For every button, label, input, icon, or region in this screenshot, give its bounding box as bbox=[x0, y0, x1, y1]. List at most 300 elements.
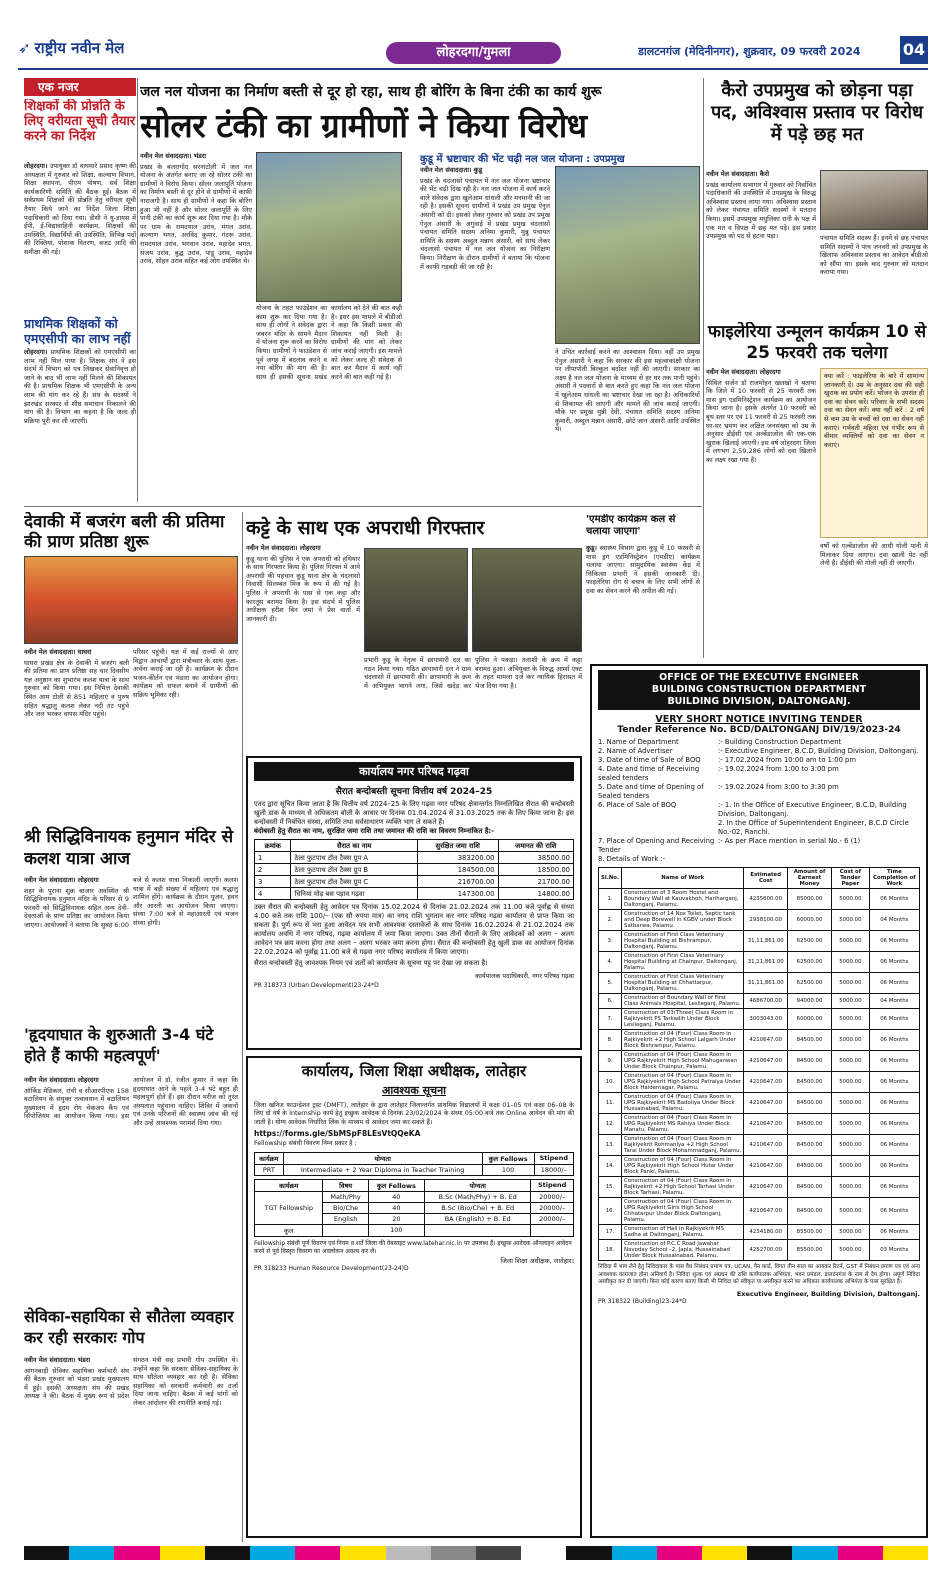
table-cell: English bbox=[323, 1213, 368, 1224]
color-swatch bbox=[612, 1546, 657, 1560]
article-text: उपायुक्त डॉ वाघमारे प्रसाद कृष्ण की अध्यक्षता में गुरुवार को शिक्षा, कल्याण विभाग, शिक्षा स्थापना, पीएम पोषण, सर्व शिक्षा कार्यकारिणी समिति की बैठक हुई। बैठक में सर्वप्रथम शिक्षकों की प्रोन्नति हेतु वरीयता सूची तैयार किये जाने का निर्देश जिला शिक्षा पदाधिकारी को दिया गया। डीसी ने यू-डायस में ईपी, ई-विद्यावाहिनी कार्यक्रम, शिक्षकों की उपस्थिति, विद्यार्थियों की उपस्थिति, विभिन्न पदों की रिक्तियां, पोशाक वितरण, बजट आदि की समीक्षा की गई। bbox=[24, 162, 136, 256]
table-row bbox=[599, 994, 920, 1009]
table-cell: 21700.00 bbox=[498, 876, 574, 888]
article-text: प्रखंड के चंदलासो पंचायत में नल जल योजना भ्रष्टाचार की भेंट चढ़ी दिख रही है। नल जल योजना में कार्य करने वाले संवेदक द्वारा खुलेआम धांधली और मनमानी की जा रही है। इसकी सूचना ग्रामीणों ने प्रखंड उप प्रमुख ऐनुल अंसारी को दी। इसको लेकर गुरुवार को प्रखंड उप प्रमुख ऐनुल अंसारी के अगुवाई में प्रखंड प्रमुख चंदलासो पंचायत समिति सदस्य अनिमा कुमारी, मुन्नु पंचायत समिति के सदस्य अब्दुल मन्नान अंसारी, को साथ लेकर चंदलासो पंचायत में नल जल योजना का निरीक्षण किया। निरीक्षण के दौरान ग्रामीणों ने बताया कि योजना में काफी गड़बड़ी की जा रही है। bbox=[420, 176, 550, 271]
devaki-headline: देवाकी में बजरंग बली की प्रतिमा की प्राण प्रतिष्ठा शुरू bbox=[24, 512, 225, 552]
table-row bbox=[599, 910, 920, 931]
table-header: योग्यता bbox=[425, 1179, 531, 1191]
table-header: Estimated Cost bbox=[744, 868, 788, 889]
table-cell: 84500.00 bbox=[787, 1177, 831, 1198]
table-cell: Construction of P.C.C Road Jawahar Navoday School –2, Japla, Hussainabad Under Block Hussainabad, Palamu. bbox=[622, 1240, 744, 1261]
nagar-parishad-ad bbox=[246, 756, 582, 1050]
table-cell: 10. bbox=[599, 1072, 622, 1093]
table-cell: 18000/– bbox=[534, 1164, 573, 1175]
table-cell: 20000/– bbox=[531, 1213, 574, 1224]
mda-headline: 'एमडीए कार्यक्रम कल से चलाया जाएगा' bbox=[586, 514, 676, 537]
table-cell: 5000.00 bbox=[832, 1240, 870, 1261]
table-cell: 04 Months bbox=[869, 910, 919, 931]
table-cell: 8. bbox=[599, 1030, 622, 1051]
table-cell: 16. bbox=[599, 1198, 622, 1225]
table-cell: Construction of Hall in Rajkiyekrit MS Sadha at Daltonganj, Palamu. bbox=[622, 1225, 744, 1240]
kudu-subheadline: कुडू में भ्रष्टाचार की भेंट चढ़ी नल जल योजना : उपप्रमुख bbox=[420, 154, 625, 165]
table-cell: 5000.00 bbox=[832, 1030, 870, 1051]
ad-reference: PR 318373 (Urban Development)23-24*D bbox=[254, 982, 379, 989]
table-row bbox=[599, 952, 920, 973]
table-cell: 5000.00 bbox=[832, 952, 870, 973]
color-swatch bbox=[702, 1546, 747, 1560]
solar-tank-photo bbox=[256, 152, 402, 302]
table-cell: 4210647.00 bbox=[744, 1135, 788, 1156]
table-row bbox=[599, 889, 920, 910]
ad-signature: जिला शिक्षा अधीक्षक, लातेहार। bbox=[500, 1256, 574, 1265]
ad-signature: कार्यपालक पदाधिकारी, नगर परिषद गढ़वा bbox=[475, 972, 574, 980]
solar-headline: सोलर टंकी का ग्रामीणों ने किया विरोध bbox=[140, 106, 587, 145]
filaria-article bbox=[706, 368, 816, 654]
ad-reference: PR 318233 Human Resource Development(23-24)D bbox=[254, 1264, 409, 1272]
table-header: विषय bbox=[323, 1179, 368, 1191]
table-header: Stipend bbox=[531, 1179, 574, 1191]
print-color-bar bbox=[24, 1546, 928, 1560]
table-cell: TGT Fellowship bbox=[255, 1191, 323, 1224]
table-row bbox=[599, 1072, 920, 1093]
filaria-dos-donts-box: क्या करें : फाइलेरिया के बारे में सामान्य जानकारी दें। उम्र के अनुसार दवा की सही खुराक का प्रयोग करें। भोजन के उपरांत ही दवा का सेवन करें। परिवार के सभी सदस्य दवा का सेवन करें। क्या नहीं करें : 2 वर्ष से कम उम्र के बच्चों को दवा का सेवन नहीं कराएं। गर्भवती महिला एवं गंभीर रूप से बीमार व्यक्तियों को दवा का सेवन न कराएं। bbox=[820, 368, 928, 538]
article-text: आंगनबाड़ी सेविका सहायिका कर्मचारी संघ की बैठक गुरुवार को भंडरा प्रखंड मुख्यालय में हुई। इसकी अध्यक्षता संघ की प्रखंड अध्यक्ष ने की। बैठक में मुख्य रूप से प्रदेश संगठन मंत्री सह प्रभारी गोप उपस्थित थे। उन्होंने कहा कि सरकार सेविका-सहायिका के साथ सौतेला व्यवहार कर रही है। सेविका सहायिका को सरकारी कर्मचारी का दर्जा दिया जाना चाहिए। बैठक में कई मांगों को लेकर आंदोलन की रणनीति बनाई गई। bbox=[24, 1356, 238, 1407]
devaki-article-continued: परिसर पहुंची। यज्ञ में कई राज्यों से आए विद्वान आचार्यों द्वारा मंत्रोच्चार के साथ पूजा-अर्चना कराई जा रही है। कार्यक्रम के दौरान भजन-कीर्तन एवं भंडारा का आयोजन होगा। कार्यक्रम को सफल बनाने में ग्रामीणों की सक्रिय भूमिका रही। bbox=[133, 648, 238, 699]
newspaper-brand bbox=[18, 38, 124, 58]
table-header: Amount of Earnest Money bbox=[787, 868, 831, 889]
table-cell: 2 bbox=[255, 864, 291, 876]
byline: लोहरदगा। bbox=[24, 162, 48, 170]
table-cell: 5000.00 bbox=[832, 1156, 870, 1177]
ad-subtitle: आवश्यक सूचना bbox=[381, 1084, 447, 1097]
table-cell: 85000.00 bbox=[787, 889, 831, 910]
table-cell: 31,11,861.00 bbox=[744, 973, 788, 994]
promotion-article bbox=[24, 162, 136, 314]
table-header: Time Completion of Work bbox=[869, 868, 919, 889]
table-row bbox=[599, 1051, 920, 1072]
table-cell: Construction of 03(Three) Class Room in Rajkiyekrit PS Tarkadih Under Block Leslieganj, Palamu. bbox=[622, 1009, 744, 1030]
tender-title: VERY SHORT NOTICE INVITING TENDER bbox=[655, 714, 863, 725]
table-cell: 40 bbox=[368, 1191, 424, 1202]
table-cell: 60000.00 bbox=[787, 910, 831, 931]
filaria-article-continued: वर्षों को एल्बेंडाजोल की आधी गोली पानी में मिलाकर दिया जाएगा। दवा खाली पेट नहीं लेनी है। डीईसी की गोली नहीं दी जाएगी। bbox=[820, 542, 928, 568]
color-swatch bbox=[24, 1546, 69, 1560]
filaria-headline: फाइलेरिया उन्मूलन कार्यक्रम 10 से 25 फरवरी तक चलेगा bbox=[707, 322, 927, 363]
table-cell: PRT bbox=[255, 1164, 284, 1175]
table-cell: 100 bbox=[482, 1164, 534, 1175]
ad-subtitle: सैरात बन्दोबस्ती सूचना वित्तीय वर्ष 2024–25 bbox=[335, 787, 493, 797]
table-cell: Construction of First Class Veterinary Hospital Building at Chainpur, Daltonganj, Palamu. bbox=[622, 952, 744, 973]
bird-logo-icon: ➶ bbox=[18, 39, 31, 57]
table-cell: Construction of First Class Veterinary Hospital Building at Chhattarpur, Daltonganj, Palamu. bbox=[622, 973, 744, 994]
article-text: प्राथमिक शिक्षकों को एमएसीपी का लाभ नहीं मिल पाया है। शिक्षक संघ ने इस संदर्भ में विभाग को पत्र लिखकर सेवानिवृत्त हो जाने के बाद भी लाभ नहीं मिलने की शिकायत की है। प्राथमिक शिक्षक भी एमएसीपी के अन्य लाभ की मांग कर रहे हैं। संघ के सदस्यों ने झारखंड सरकार से शीघ्र समाधान निकालने की मांग की है। विभाग का कहना है कि जल्द ही प्रक्रिया पूरी कर ली जाएगी। bbox=[24, 348, 136, 425]
byline: नवीन मेल संवाददाता। भंडरा bbox=[140, 152, 207, 160]
detail-value: :- Executive Engineer, B.C.D, Building Division, Daltonganj. bbox=[718, 747, 919, 755]
detail-value: 2. In the Office of Superintendent Engineer, B.C.D Circle No.-02, Ranchi. bbox=[718, 819, 909, 836]
byline: नवीन मेल संवाददाता। कुडू bbox=[420, 166, 483, 174]
department-name: BUILDING CONSTRUCTION DEPARTMENT bbox=[651, 684, 867, 695]
kairo-article bbox=[706, 170, 816, 312]
kairo-headline: कैरो उपप्रमुख को छोड़ना पड़ा पद, अविश्वास प्रस्ताव पर विरोध में पड़े छह मत bbox=[710, 80, 924, 145]
promotion-headline: शिक्षकों की प्रोन्नति के लिए वरीयता सूची तैयार करने का निर्देश bbox=[24, 99, 136, 144]
table-cell: 5000.00 bbox=[832, 931, 870, 952]
color-swatch bbox=[657, 1546, 702, 1560]
table-row bbox=[599, 1135, 920, 1156]
table-cell: Construction of 04 (Four) Class Room in UPG Rajkiyekrit High School Hutar Under Block Panki, Palamu. bbox=[622, 1156, 744, 1177]
table-row bbox=[255, 1191, 574, 1202]
table-cell: 4234180.00 bbox=[744, 1225, 788, 1240]
table-cell: 4 bbox=[255, 888, 291, 900]
ad-footnote: Fellowship संबंधी पूर्ण विवरण एवं नियम व शर्तें जिला की वेबसाइट www.latehar.nic.in पर उपलब्ध हैं। इच्छुक आवेदक ऑनलाइन आवेदन करने से पूर्व विस्तृत विवरण का अवलोकन अवश्य कर लें। bbox=[254, 1239, 572, 1255]
table-cell: 5000.00 bbox=[832, 1198, 870, 1225]
police-officer-photo bbox=[472, 548, 582, 652]
table-cell: 100 bbox=[368, 1224, 424, 1236]
table-cell: 5000.00 bbox=[832, 1135, 870, 1156]
prt-fellowship-table bbox=[254, 1152, 574, 1176]
table-cell: 85500.00 bbox=[787, 1225, 831, 1240]
table-cell: Construction of 04 (Four) Class Room in Rajkiyekrit +2 High School Tarhasi Under Block Tarhasi, Palamu. bbox=[622, 1177, 744, 1198]
detail-label: 7. Place of Opening and Receiving Tender bbox=[598, 837, 715, 854]
detail-value: :- 17.02.2024 from 10:00 am to 1:00 pm bbox=[718, 756, 856, 764]
table-cell: 13. bbox=[599, 1135, 622, 1156]
table-cell: 06 Months bbox=[869, 1156, 919, 1177]
katta-headline: कट्टे के साथ एक अपराधी गिरफ्तार bbox=[246, 517, 485, 539]
table-cell: 9. bbox=[599, 1051, 622, 1072]
table-cell: 62500.00 bbox=[787, 952, 831, 973]
table-row bbox=[599, 973, 920, 994]
page-number: 04 bbox=[900, 36, 928, 64]
detail-label: 6. Place of Sale of BOQ bbox=[598, 801, 677, 809]
color-swatch bbox=[205, 1546, 250, 1560]
table-cell: Construction of 14 Nos Toilet, Septic tank and Deep Borewell in KGBV under Block Satbarwa, Palamu. bbox=[622, 910, 744, 931]
column-divider bbox=[137, 78, 138, 502]
byline: लोहरदगा। bbox=[24, 348, 48, 356]
table-cell: 4210647.00 bbox=[744, 1051, 788, 1072]
table-header: Stipend bbox=[534, 1152, 573, 1164]
tender-terms: निविदा में भाग लेने हेतु निविदाकार के पास वैध निबंधन प्रमाण पत्र, UCAN, पैन कार्ड, विगत तीन साल का आयकर रिटर्न, GST में निबंधन प्रमाण पत्र एवं अन्य आवश्यक कागजात होना अनिवार्य है। निविदा शुल्क एवं अग्रधन की राशि कार्यपालक अभियंता, भवन प्रमंडल, डालटनगंज के नाम से देय होगा। अपूर्ण निविदा अस्वीकृत कर दी जाएगी। बिना कोई कारण बताए किसी भी निविदा को स्वीकृत या अस्वीकृत करने का अधिकार कार्यपालक अभियंता के पास सुरक्षित है। bbox=[598, 1264, 920, 1286]
ad-paragraph: सैरात बन्दोबस्ती हेतु आवश्यक नियम एवं शर्तों को कार्यालय के सूचना पट्ट पर देखा जा सकता है। bbox=[254, 959, 488, 967]
tgt-fellowship-table bbox=[254, 1179, 574, 1237]
table-cell: 1. bbox=[599, 889, 622, 910]
table-row bbox=[255, 1224, 574, 1236]
tender-reference: Tender Reference No. BCD/DALTONGANJ DIV/19/2023-24 bbox=[617, 725, 901, 735]
table-cell: Intermediate + 2 Year Diploma in Teacher Training bbox=[283, 1164, 482, 1175]
ek-nazar-tag: एक नजर bbox=[24, 78, 136, 96]
table-row bbox=[255, 852, 574, 864]
tender-detail-row bbox=[598, 765, 920, 783]
sevika-headline: सेविका-सहायिका से सौतेला व्यवहार कर रही सरकारः गोप bbox=[24, 1307, 234, 1347]
byline: नवीन मेल संवाददाता। कैरो bbox=[706, 170, 770, 178]
byline: नवीन मेल संवाददाता। घाघरा bbox=[24, 648, 92, 656]
water-tower-photo bbox=[555, 166, 700, 344]
macp-headline: प्राथमिक शिक्षकों को एमएसीपी का लाभ नहीं bbox=[24, 316, 131, 346]
table-cell: 17. bbox=[599, 1225, 622, 1240]
color-swatch bbox=[521, 1546, 566, 1560]
table-cell: 60000.00 bbox=[787, 1009, 831, 1030]
table-cell: 15. bbox=[599, 1177, 622, 1198]
table-cell: 184500.00 bbox=[417, 864, 498, 876]
byline: नवीन मेल संवाददाता। लोहरदगा bbox=[24, 1076, 99, 1084]
column-divider bbox=[242, 512, 243, 1542]
color-swatch bbox=[160, 1546, 205, 1560]
table-cell: 4252700.00 bbox=[744, 1240, 788, 1261]
education-office-ad bbox=[246, 1056, 582, 1538]
table-cell: 94000.00 bbox=[787, 994, 831, 1009]
kalash-yatra-photo bbox=[24, 556, 238, 644]
table-cell: 216700.00 bbox=[417, 876, 498, 888]
detail-value: :- As per Place mention in serial No.- 6 (1) bbox=[718, 837, 861, 845]
detail-label: 1. Name of Department bbox=[598, 738, 679, 746]
tender-detail-row bbox=[598, 855, 920, 864]
table-cell: धिनियां मोड़ बस पड़ाव गढ़वा bbox=[291, 888, 417, 900]
article-text: शहर के पुराना शुक्र बाजार अवस्थित श्री सिद्धिविनायक हनुमान मंदिर के परिसर से 9 फरवरी को सिद्धिविनायक सहित अन्य देवी-देवताओं के प्राण प्रतिष्ठा का आयोजन किया जाएगा। आयोजकों ने बताया कि सुबह 6:00 बजे से कलश यात्रा निकाली जाएगी। कलश यात्रा में बड़ी संख्या में महिलाएं एवं श्रद्धालु शामिल होंगे। कार्यक्रम के दौरान पूजन, हवन और आरती का आयोजन किया जाएगा। संध्या 7:00 बजे से महाआरती एवं भजन संध्या होगी। bbox=[24, 876, 238, 929]
siddhivinayak-headline: श्री सिद्धिविनायक हनुमान मंदिर से कलश यात्रा आज bbox=[24, 827, 234, 869]
table-row bbox=[599, 1225, 920, 1240]
brand-name: राष्ट्रीय नवीन मेल bbox=[34, 39, 125, 57]
table-cell: 5. bbox=[599, 973, 622, 994]
color-swatch bbox=[838, 1546, 883, 1560]
table-cell: ठेला फुटपाथ टॉल टैक्स ग्रुप B bbox=[291, 864, 417, 876]
table-cell: 4210647.00 bbox=[744, 1072, 788, 1093]
table-cell: 06 Months bbox=[869, 973, 919, 994]
division-name: BUILDING DIVISION, DALTONGANJ. bbox=[667, 696, 851, 707]
solar-article-continued: योजना के तहत फाउंडेशन का काम शुरू कर दिया गया है। साथ ही लोगों ने संवेदक द्वारा जबरन मंदिर के सामने मैदान में योजना शुरू करने का विरोध किया। ग्रामीणों ने फाउंडेशन से पूर्व जगह में बदलाव करने व नया बोरिंग की मांग की है। साथ ही इसकी सूचना प्रखंड कार्यालय को देने की बात कही है। इधर इस मामले में बीडीओ ने कहा कि किसी प्रकार की शिकायत नहीं मिली है। ग्रामीणों की मांग को लेकर जांच कराई जाएगी। इस मामले को लेकर जल्द ही संवेदक से बात कर मैदान में कार्य नहीं करने की बात कही गई है। bbox=[256, 304, 402, 381]
byline: नवीन मेल संवाददाता। लोहरदगा bbox=[246, 544, 321, 552]
color-swatch bbox=[747, 1546, 792, 1560]
table-cell: Construction of 04 (Four) Class Room in Rajkiyekrit +2 High School Lalgarh Under Block Bishrampur, Palamu. bbox=[622, 1030, 744, 1051]
color-swatch bbox=[431, 1546, 476, 1560]
ad-title: कार्यालय, जिला शिक्षा अधीक्षक, लातेहार bbox=[301, 1062, 527, 1080]
article-text: प्रखंड कार्यालय सभागार में गुरुवार को निर्वाचित पदाधिकारी की उपस्थिति में उपप्रमुख के विरुद्ध अविश्वास प्रस्ताव लाया गया। अविश्वास प्रस्ताव को लेकर पंचायत समिति सदस्यों ने मतदान किया। इसमें उपप्रमुख मधुलिका रानी के पक्ष में एक मत व विपक्ष में छह मत पड़े। इस प्रकार उपप्रमुख को पद से हटना पड़ा। bbox=[706, 180, 816, 241]
table-cell: 4. bbox=[599, 952, 622, 973]
table-cell: Construction of 04 (Four) Class Room in Rajkiyekrit Rohmaniya +2 High School Tarai Under Block Mohammadganj, Palamu. bbox=[622, 1135, 744, 1156]
table-cell: 06 Months bbox=[869, 1114, 919, 1135]
table-cell: 62500.00 bbox=[787, 931, 831, 952]
table-row bbox=[599, 1114, 920, 1135]
article-text: ऑर्किड मेडिकल, रांची व सीआरपीएफ 158 बटालियन के संयुक्त तत्वावधान में बटालियन मुख्यालय में हृदय रोग चेकअप कैंप एवं सिंपोजियम का आयोजन किया गया। इस आयोजन में डॉ. रंजीत कुमार ने कहा कि हृदयाघात आने के पहले 3-4 घंटे बहुत ही महत्वपूर्ण होते हैं। इस दौरान मरीज को तुरंत अस्पताल पहुंचाना चाहिए। शिविर में जवानों एवं उनके परिजनों की स्वास्थ्य जांच की गई और उन्हें आवश्यक परामर्श दिया गया। bbox=[24, 1076, 238, 1127]
table-row bbox=[255, 888, 574, 900]
heart-attack-article bbox=[24, 1076, 238, 1298]
tender-detail-row bbox=[598, 756, 920, 765]
tender-detail-row bbox=[598, 837, 920, 855]
table-cell: 84500.00 bbox=[787, 1051, 831, 1072]
table-cell: 14. bbox=[599, 1156, 622, 1177]
table-cell: Bio/Che bbox=[323, 1202, 368, 1213]
table-cell: 4210647.00 bbox=[744, 1030, 788, 1051]
table-row bbox=[599, 931, 920, 952]
color-swatch bbox=[883, 1546, 928, 1560]
table-cell: 12. bbox=[599, 1114, 622, 1135]
heart-attack-headline: 'हृदयाघात के शुरुआती 3-4 घंटे होते हैं काफी महत्वपूर्ण' bbox=[24, 1025, 214, 1065]
table-row bbox=[599, 1030, 920, 1051]
table-cell: 84500.00 bbox=[787, 1198, 831, 1225]
table-cell: 06 Months bbox=[869, 1135, 919, 1156]
table-cell: 31,11,861.00 bbox=[744, 952, 788, 973]
ad-paragraph: उक्त सैरात की बन्दोबस्ती हेतु आवेदन पत्र दिनांक 15.02.2024 से दिनांक 21.02.2024 तक 11.00 बजे पूर्वाह्न से संध्या 4.00 बजे तक राशि 100/– (एक सौ रुपया मात्र) का नगद राशि भुगतान कर नगर परिषद गढ़वा कार्यालय से प्राप्त किया जा सकता है। पूर्ण रूप से भरा हुआ आवेदन पत्र सभी आवश्यक दस्तावेजों के साथ दिनांक 16.02.2024 से 21.02.2024 तक कार्यालय अवधि में नगर परिषद, गढ़वा कार्यालय में जमा किया जाएगा। उक्त तीनों सैरातों के लिए आवेदकों को अलग – अलग आवेदन पत्र क्रय करना होगा तथा अलग – अलग भरकर जमा करना होगा। सैरात की बन्दोबस्ती हेतु खुली डाक का आयोजन दिनांक 22.02.2024 को पूर्वाह्न 11.00 बजे से गढ़वा नगर परिषद कार्यालय में किया जाएगा। bbox=[254, 903, 574, 956]
table-cell: 84500.00 bbox=[787, 1156, 831, 1177]
table-cell: 84500.00 bbox=[787, 1135, 831, 1156]
table-cell: 5000.00 bbox=[832, 1093, 870, 1114]
table-cell: Construction of 04 (Four) Class Room in UPG Rajkiyekrit High School Patraiya Under Block Haidernagar, Palamu. bbox=[622, 1072, 744, 1093]
kudu-article-continued: ने उचित कार्रवाई करने का आश्वासन दिया। वहीं उप प्रमुख ऐनुल अंसारी ने कहा कि सरकार की इस महत्वाकांक्षी योजना पर लीपापोती बिल्कुल बर्दाश्त नहीं की जाएगी। सरकार का लक्ष्य है नल जल योजना के माध्यम से हर घर तक पानी पहुंचे। अंसारी ने पदवारों से बात करते हुए कहा कि नल जल योजना में खुलेआम धांधली का भ्रष्टाचार देखा जा रहा है। अधिकारियों से शिकायत की जाएगी और मामले की जांच कराई जाएगी। मौके पर प्रमुख मुन्नी देवी, पंचायत समिति सदस्य अनिमा कुमारी, अब्दुल मन्नान अंसारी, छोटे जान अंसारी आदि उपस्थित थे। bbox=[555, 348, 700, 434]
table-header: Cost of Tender Paper bbox=[832, 868, 870, 889]
detail-label: 5. Date and time of Opening of Sealed tenders bbox=[598, 783, 704, 800]
table-cell: 2938100.00 bbox=[744, 910, 788, 931]
table-cell: Construction of 04 (Four) Class Room in UPG Rajkiyekrit MS Rahiya Under Block Manatu, Palamu. bbox=[622, 1114, 744, 1135]
table-cell: 5000.00 bbox=[832, 889, 870, 910]
table-cell: 5000.00 bbox=[832, 1009, 870, 1030]
table-cell: 85500.00 bbox=[787, 1240, 831, 1261]
section-divider bbox=[24, 506, 702, 507]
table-cell: 20000/– bbox=[531, 1191, 574, 1202]
color-swatch bbox=[792, 1546, 837, 1560]
solar-kicker: जल नल योजना का निर्माण बस्ती से दूर हो रहा, साथ ही बोरिंग के बिना टंकी का कार्य शुरू bbox=[140, 84, 602, 100]
table-cell: 06 Months bbox=[869, 1030, 919, 1051]
tender-notice-ad bbox=[590, 664, 928, 1538]
byline: नवीन मेल संवाददाता। लोहरदगा bbox=[706, 368, 781, 376]
table-cell: 4686700.00 bbox=[744, 994, 788, 1009]
table-cell: 84500.00 bbox=[787, 1093, 831, 1114]
table-cell: 3. bbox=[599, 931, 622, 952]
table-header: जमानत की राशि bbox=[498, 840, 574, 852]
kudu-article bbox=[420, 166, 550, 502]
table-cell: 04 Months bbox=[869, 994, 919, 1009]
article-text: सिविल सर्जन डॉ राजमोहन खलखो ने बताया कि जिले में 10 फरवरी से 25 फरवरी तक मास ड्रग एडमिनिस्ट्रेशन कार्यक्रम का आयोजन किया जाना है। इसके अंतर्गत 10 फरवरी को बूथ स्तर पर एवं 11 फरवरी से 25 फरवरी तक घर-घर भ्रमण कर लक्षित जनसंख्या को उम्र के अनुसार डीईसी एवं अल्बेंडाजोल की एक-एक खुराक खिलाई जाएगी। इस वर्ष लोहरदगा जिला में लगभग 2,59,286 लोगों को दवा खिलाने का लक्ष्य रखा गया है। bbox=[706, 378, 816, 464]
accused-photo bbox=[364, 548, 468, 652]
table-cell: 5000.00 bbox=[832, 1114, 870, 1135]
table-row bbox=[599, 1009, 920, 1030]
table-cell: 06 Months bbox=[869, 1093, 919, 1114]
table-cell: 18500.00 bbox=[498, 864, 574, 876]
katta-article-continued: प्रभारी कुडू के नेतृत्व में छापामारी दल का गठन किया गया। गठित छापामारी दल ने ग्राम चंदलासो में छापामारी की। छापामारी के क्रम में अभियुक्त भागने लगा, जिसे खदेड़ कर पुलिस ने पकड़ा। तलाशी के क्रम में कट्टा बरामद हुआ। अभियुक्त के विरुद्ध आर्म्स एक्ट के तहत मामला दर्ज कर न्यायिक हिरासत में भेज दिया गया है। bbox=[364, 656, 582, 690]
table-cell: 06 Months bbox=[869, 1225, 919, 1240]
table-cell: 5000.00 bbox=[832, 1225, 870, 1240]
table-header: कार्यक्रम bbox=[255, 1179, 323, 1191]
table-row bbox=[599, 1240, 920, 1261]
table-header: सुरक्षित जमा राशि bbox=[417, 840, 498, 852]
tender-detail-row bbox=[598, 819, 920, 837]
ad-reference: PR 318322 (Building)23-24*D bbox=[598, 1297, 687, 1305]
tender-detail-row bbox=[598, 783, 920, 801]
table-row bbox=[599, 1177, 920, 1198]
table-cell: 5000.00 bbox=[832, 910, 870, 931]
table-cell: 5000.00 bbox=[832, 973, 870, 994]
table-header: सैरात का नाम bbox=[291, 840, 417, 852]
table-cell: 06 Months bbox=[869, 1072, 919, 1093]
sevika-article bbox=[24, 1356, 238, 1536]
tender-detail-row bbox=[598, 801, 920, 819]
section-title: लोहरदगा/गुमला bbox=[386, 42, 561, 64]
table-cell: 03 Months bbox=[869, 1240, 919, 1261]
table-cell: 38500.00 bbox=[498, 852, 574, 864]
ad-paragraph: Fellowship संबंधी विवरण निम्न प्रकार है : bbox=[254, 1140, 357, 1148]
application-link[interactable]: https://forms.gle/SbMSpF8LEsVtQQeKA bbox=[254, 1129, 421, 1139]
ad-signature: Executive Engineer, Building Division, Daltonganj. bbox=[736, 1289, 920, 1298]
table-cell: 06 Months bbox=[869, 1177, 919, 1198]
table-cell: 1 bbox=[255, 852, 291, 864]
ad-paragraph: जिला खनिज फाउन्डेशन ट्रस्ट (DMFT), लातेहार के द्वारा लातेहार जिलान्तर्गत प्राथमिक विद्यालयों में कक्षा 01–05 एवं कक्षा 06–08 के लिए दो वर्ष के Internship कार्य हेतु इच्छुक आवेदक से दिनांक 23/02/2024 के संध्या 05:00 बजे तक Online आवेदन की मांग की जाती है। योग्य आवेदक निर्धारित लिंक के माध्यम से आवेदन जमा कर सकते हैं। bbox=[254, 1102, 574, 1126]
table-cell: B.Sc (Bio/Che) + B. Ed bbox=[425, 1202, 531, 1213]
table-row bbox=[599, 1093, 920, 1114]
table-cell: 31,11,861.00 bbox=[744, 931, 788, 952]
masthead bbox=[18, 34, 928, 70]
table-cell: Construction of 3 Room Hostel and Boundary Wall at Kauvakhoh, Hariharganj, Daltonganj, Palamu. bbox=[622, 889, 744, 910]
table-cell: 5000.00 bbox=[832, 1051, 870, 1072]
table-cell: BA (English) + B. Ed bbox=[425, 1213, 531, 1224]
dateline: डालटनगंज (मेदिनीनगर), शुक्रवार, 09 फरवरी 2024 bbox=[638, 45, 861, 58]
tender-details bbox=[598, 738, 920, 864]
detail-value: :- 19.02.2024 from 3:00 to 3:30 pm bbox=[718, 783, 839, 791]
table-cell: कुल bbox=[255, 1224, 323, 1236]
table-cell: 84500.00 bbox=[787, 1072, 831, 1093]
table-cell: 7. bbox=[599, 1009, 622, 1030]
table-cell: 4210647.00 bbox=[744, 1093, 788, 1114]
table-header: Sl.No. bbox=[599, 868, 622, 889]
table-cell: 6. bbox=[599, 994, 622, 1009]
table-cell: 84500.00 bbox=[787, 1114, 831, 1135]
table-header: कुल Fellows bbox=[368, 1179, 424, 1191]
color-swatch bbox=[250, 1546, 295, 1560]
table-cell: 5000.00 bbox=[832, 1177, 870, 1198]
table-cell: 11. bbox=[599, 1093, 622, 1114]
table-cell: 4210647.00 bbox=[744, 1177, 788, 1198]
detail-label: 8. Details of Work :- bbox=[598, 855, 666, 863]
table-row bbox=[599, 1156, 920, 1177]
works-table bbox=[598, 867, 920, 1261]
color-swatch bbox=[69, 1546, 114, 1560]
table-cell: 3 bbox=[255, 876, 291, 888]
table-cell: 2. bbox=[599, 910, 622, 931]
sairat-table bbox=[254, 839, 574, 900]
detail-value: :- Building Construction Department bbox=[718, 738, 842, 746]
table-cell: 383200.00 bbox=[417, 852, 498, 864]
detail-label bbox=[598, 819, 718, 837]
table-cell: 5000.00 bbox=[832, 1072, 870, 1093]
table-cell: B.Sc (Math/Phy) + B. Ed bbox=[425, 1191, 531, 1202]
color-swatch bbox=[566, 1546, 611, 1560]
table-cell: 147300.00 bbox=[417, 888, 498, 900]
table-header: कुल Fellows bbox=[482, 1152, 534, 1164]
solar-article bbox=[140, 152, 252, 502]
devaki-article bbox=[24, 648, 129, 820]
table-header: Name of Work bbox=[622, 868, 744, 889]
office-name: OFFICE OF THE EXECUTIVE ENGINEER bbox=[659, 672, 859, 683]
table-header: क्रमांक bbox=[255, 840, 291, 852]
table-cell: 06 Months bbox=[869, 1198, 919, 1225]
tender-detail-row bbox=[598, 738, 920, 747]
tender-detail-row bbox=[598, 747, 920, 756]
color-swatch bbox=[340, 1546, 385, 1560]
table-cell: Construction of 04 (Four) Class Room in UPG Rajkiyekrit Girls High School Chhatarpur Under Block Daltonganj, Palamu. bbox=[622, 1198, 744, 1225]
table-cell: 84500.00 bbox=[787, 1030, 831, 1051]
table-cell: 62500.00 bbox=[787, 973, 831, 994]
mda-article bbox=[586, 544, 700, 660]
table-cell: 06 Months bbox=[869, 931, 919, 952]
table-row bbox=[255, 1164, 574, 1175]
table-row bbox=[599, 1198, 920, 1225]
article-text: घाघरा प्रखंड क्षेत्र के देवाकी में बजरंग बली की प्रतिमा का प्राण प्रतिष्ठा सह चार दिवसीय यज्ञ अनुष्ठान का शुभारंभ कलश यात्रा के साथ गुरुवार को किया गया। इस निमित्त देवाकी स्थित आम टोली से 851 महिलाएं व पुरुष सहित श्रद्धालु कलश लेकर नदी तट पहुंचे और जल भरकर वापस मंदिर पहुंचे। bbox=[24, 658, 129, 719]
color-swatch bbox=[114, 1546, 159, 1560]
byline: नवीन मेल संवाददाता। भंडरा bbox=[24, 1356, 91, 1364]
table-cell: 5000.00 bbox=[832, 994, 870, 1009]
table-header: कार्यक्रम bbox=[255, 1152, 284, 1164]
table-cell: 3003043.00 bbox=[744, 1009, 788, 1030]
table-row bbox=[255, 864, 574, 876]
table-cell: ठेला फुटपाथ टॉल टैक्स ग्रुप C bbox=[291, 876, 417, 888]
table-cell: 4210647.00 bbox=[744, 1156, 788, 1177]
article-text: प्रखंड के बलरागोद सरनाटोली में जल नल योजना के अंतर्गत बनाए जा रहे सोलर टंकी का ग्रामीणों ने विरोध किया। सोलर जलापूर्ति योजना का निर्माण बस्ती से दूर होने से ग्रामीणों में काफी नाराजगी है। साथ ही ग्रामीणों ने कहा कि बोरिंग हुआ भी नहीं है और सोलर जलापूर्ति के लिए पानी टंकी का कार्य शुरू कर दिया गया है। मौके पर ग्राम के रामदयाल उरांव, मंगल उरांव, कल्याण भगत, अरविंद कुमार, गंदरू उरांव, रामदयाल उरांव, भगवान उरांव, महादेव भगत, संजय उरांव, बुद्ध उरांव, पांडू उरांव, महादेव उरांव, सोहन उरांव सहित कई लोग उपस्थित थे। bbox=[140, 162, 252, 266]
article-text: स्वास्थ्य विभाग द्वारा कुडू में 10 फरवरी से मास ड्रग एडमिनिस्ट्रेशन (एमडीए) कार्यक्रम चलाया जाएगा। सामुदायिक स्वास्थ्य केंद्र में चिकित्सा प्रभारी ने इसकी जानकारी दी। फाइलेरिया रोग से बचाव के लिए सभी लोगों से दवा का सेवन करने की अपील की गई। bbox=[586, 544, 700, 595]
